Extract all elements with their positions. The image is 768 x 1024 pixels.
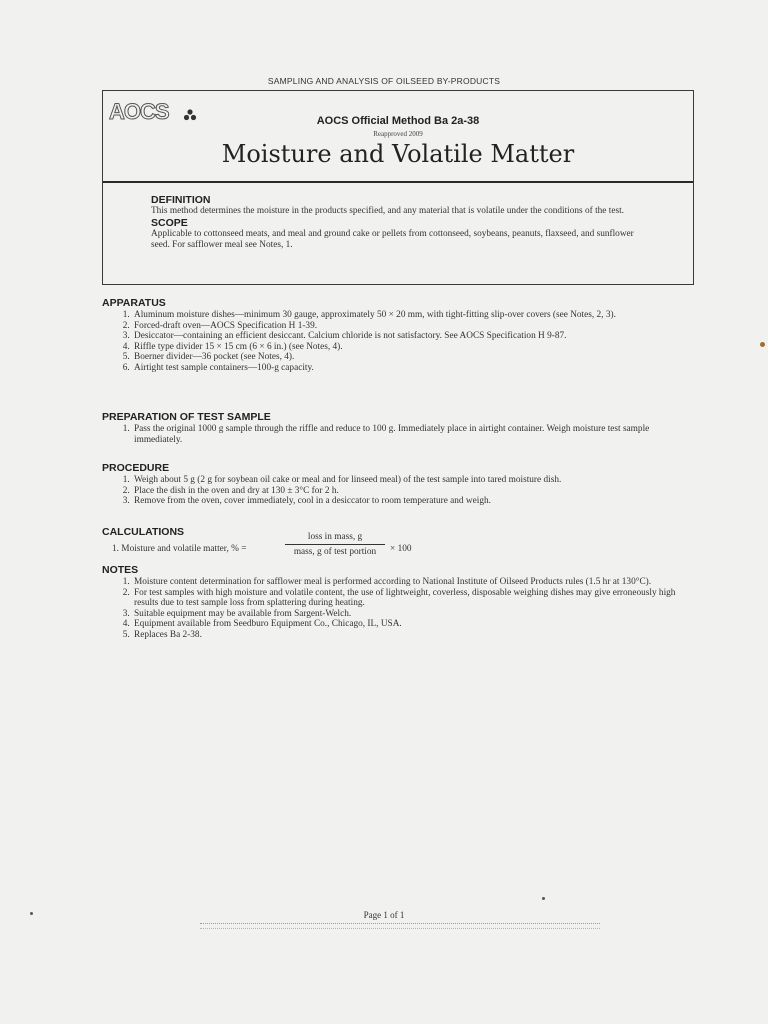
list-item: 6. Airtight test sample containers—100-g capacity.: [132, 363, 698, 374]
formula-fraction: [285, 532, 385, 557]
notes-list: [102, 577, 698, 641]
formula-label: 1. Moisture and volatile matter, % =: [112, 544, 247, 554]
list-item: 3. Suitable equipment may be available from Sargent-Welch.: [132, 609, 698, 620]
list-item: 3. Remove from the oven, cover immediately, cool in a desiccator to room temperature and weigh.: [132, 496, 698, 507]
preparation-heading: PREPARATION OF TEST SAMPLE: [102, 411, 271, 423]
page-number: Page 1 of 1: [363, 910, 405, 920]
procedure-list: [102, 475, 698, 507]
apparatus-section: [102, 297, 698, 374]
scope-text: Applicable to cottonseed meats, and meal and ground cake or pellets from cottonseed, soybeans, peanuts, flaxseed, and sunflower seed. For safflower meal see Notes, 1.: [151, 229, 634, 250]
running-head: SAMPLING AND ANALYSIS OF OILSEED BY-PRODUCTS: [267, 76, 501, 86]
calculations-heading: CALCULATIONS: [102, 526, 185, 538]
apparatus-heading: APPARATUS: [102, 297, 166, 309]
list-item: 2. For test samples with high moisture and volatile content, the use of lightweight, coverless, disposable weighing dishes may give erroneously high results due to test sample loss from splattering during heating.: [132, 588, 698, 609]
scope-heading: SCOPE: [151, 217, 188, 229]
list-item: 2. Place the dish in the oven and dry at 130 ± 3°C for 2 h.: [132, 486, 698, 497]
list-item: 4. Riffle type divider 15 × 15 cm (6 × 6 in.) (see Notes, 4).: [132, 342, 698, 353]
list-item: 2. Forced-draft oven—AOCS Specification H 1-39.: [132, 321, 698, 332]
notes-section: [102, 564, 698, 641]
method-number: AOCS Official Method Ba 2a-38: [316, 115, 480, 127]
aocs-logo: AOCS: [109, 99, 169, 124]
calculations-section: [102, 526, 698, 560]
formula-denominator: mass, g of test portion: [293, 547, 377, 557]
method-header: [102, 90, 694, 183]
formula-multiplier: × 100: [390, 544, 412, 554]
list-item: 1. Aluminum moisture dishes—minimum 30 gauge, approximately 50 × 20 mm, with tight-fitting slip-over covers (see Notes, 2, 3).: [132, 310, 698, 321]
list-item: 1. Pass the original 1000 g sample through the riffle and reduce to 100 g. Immediately place in airtight container. Weigh moisture test sample immediately.: [132, 424, 698, 445]
scan-speck: [760, 342, 765, 347]
scan-speck: [542, 897, 545, 900]
list-item: 5. Boerner divider—36 pocket (see Notes, 4).: [132, 352, 698, 363]
list-item: 1. Weigh about 5 g (2 g for soybean oil cake or meal and for linseed meal) of the test sample into tared moisture dish.: [132, 475, 698, 486]
notes-heading: NOTES: [102, 564, 139, 576]
preparation-list: [102, 424, 698, 445]
copyright-fineprint: [200, 923, 600, 929]
definition-text: This method determines the moisture in the products specified, and any material that is volatile under the conditions of the test.: [151, 206, 624, 216]
scan-speck: [30, 912, 33, 915]
list-item: 4. Equipment available from Seedburo Equipment Co., Chicago, IL, USA.: [132, 619, 698, 630]
list-item: 5. Replaces Ba 2-38.: [132, 630, 698, 641]
definition-heading: DEFINITION: [151, 194, 211, 206]
list-item: 1. Moisture content determination for safflower meal is performed according to National Institute of Oilseed Products rules (1.5 hr at 130°C).: [132, 577, 698, 588]
reapproved-date: Reapproved 2009: [373, 130, 423, 138]
page-title: Moisture and Volatile Matter: [221, 140, 575, 168]
list-item: 3. Desiccator—containing an efficient desiccant. Calcium chloride is not satisfactory. See AOCS Specification H 9-87.: [132, 331, 698, 342]
formula-numerator: loss in mass, g: [285, 532, 385, 545]
procedure-section: [102, 462, 698, 507]
apparatus-list: [102, 310, 698, 374]
preparation-section: [102, 411, 698, 445]
procedure-heading: PROCEDURE: [102, 462, 170, 474]
definition-scope-box: [102, 182, 694, 285]
